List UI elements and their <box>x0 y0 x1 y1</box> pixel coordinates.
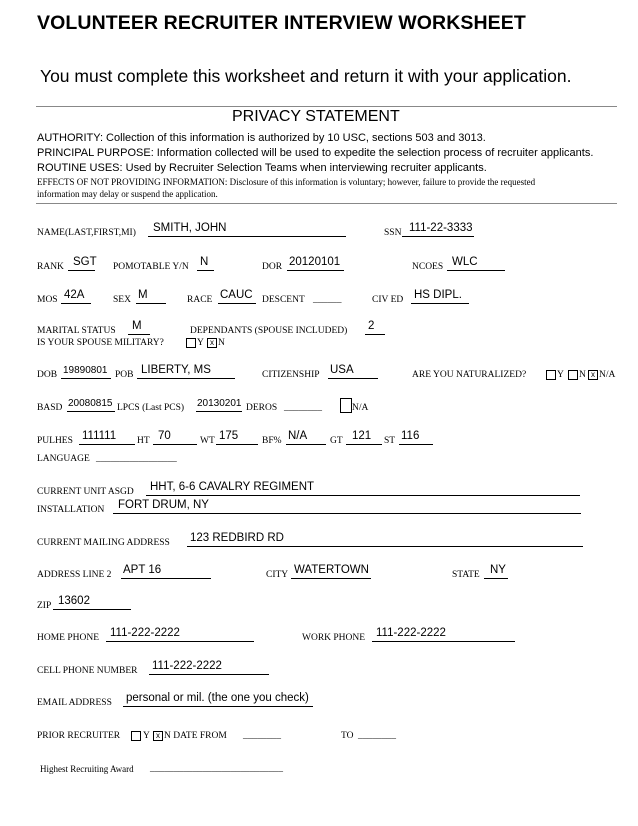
spouse-military-no-label: N <box>218 338 225 348</box>
sex-value[interactable]: M <box>138 289 148 301</box>
pulhes-label: PULHES <box>37 436 73 446</box>
ncoes-value[interactable]: WLC <box>452 256 478 268</box>
privacy-effects-2: information may delay or suspend the application. <box>37 189 218 199</box>
divider <box>36 203 617 204</box>
race-label: RACE <box>187 295 213 305</box>
pob-field-line[interactable] <box>137 378 235 379</box>
state-value[interactable]: NY <box>490 564 506 576</box>
address2-label: ADDRESS LINE 2 <box>37 570 112 580</box>
dependants-label: DEPENDANTS (SPOUSE INCLUDED) <box>190 326 348 336</box>
lpcs-label: LPCS (Last PCS) <box>117 403 185 413</box>
work-phone-field-line[interactable] <box>372 641 515 642</box>
wt-field-line[interactable] <box>216 444 258 445</box>
wt-label: WT <box>200 436 215 446</box>
ncoes-label: NCOES <box>412 262 444 272</box>
installation-field-line[interactable] <box>113 513 581 514</box>
work-phone-value[interactable]: 111-222-2222 <box>376 627 446 639</box>
citizenship-value[interactable]: USA <box>330 364 354 376</box>
civ-ed-label: CIV ED <box>372 295 404 305</box>
naturalized-yes-label: Y <box>557 370 564 380</box>
home-phone-field-line[interactable] <box>106 641 254 642</box>
city-value[interactable]: WATERTOWN <box>294 564 369 576</box>
language-label: LANGUAGE <box>37 454 90 464</box>
bf-value[interactable]: N/A <box>288 430 308 442</box>
prior-recruiter-yes-checkbox[interactable] <box>131 731 141 741</box>
privacy-purpose: PRINCIPAL PURPOSE: Information collected will be used to expedite the selection process of recruiter applicants. <box>37 147 594 159</box>
pulhes-value[interactable]: 111111 <box>82 430 117 442</box>
ncoes-field-line[interactable] <box>447 270 505 271</box>
state-label: STATE <box>452 570 480 580</box>
naturalized-yes-checkbox[interactable] <box>546 370 556 380</box>
dob-label: DOB <box>37 370 58 380</box>
ht-value[interactable]: 70 <box>158 430 171 442</box>
date-from-label: N DATE FROM <box>164 731 227 741</box>
marital-value[interactable]: M <box>132 320 142 332</box>
st-field-line[interactable] <box>399 444 433 445</box>
naturalized-no-checkbox[interactable] <box>568 370 578 380</box>
current-unit-value[interactable]: HHT, 6-6 CAVALRY REGIMENT <box>150 481 315 493</box>
sex-label: SEX <box>113 295 131 305</box>
state-field-line[interactable] <box>484 578 508 579</box>
dor-label: DOR <box>262 262 283 272</box>
award-label: Highest Recruiting Award <box>40 764 134 774</box>
promotable-value[interactable]: N <box>200 256 209 268</box>
naturalized-na-checkbox[interactable]: x <box>588 370 598 380</box>
cell-phone-value[interactable]: 111-222-2222 <box>152 660 222 672</box>
wt-value[interactable]: 175 <box>219 430 239 442</box>
mailing-value[interactable]: 123 REDBIRD RD <box>190 532 284 544</box>
civ-ed-field-line[interactable] <box>411 303 469 304</box>
pob-label: POB <box>115 370 134 380</box>
spouse-military-yes-label: Y <box>197 338 204 348</box>
gt-field-line[interactable] <box>346 444 382 445</box>
form-title: VOLUNTEER RECRUITER INTERVIEW WORKSHEET <box>37 12 526 34</box>
prior-recruiter-yes-label: Y <box>143 731 150 741</box>
descent-blank[interactable]: ______ <box>313 295 342 305</box>
race-value[interactable]: CAUC <box>220 289 253 301</box>
gt-label: GT <box>330 436 343 446</box>
address2-field-line[interactable] <box>121 578 211 579</box>
lpcs-value[interactable]: 20130201 <box>197 398 242 409</box>
to-label: TO <box>341 731 354 741</box>
privacy-routine: ROUTINE USES: Used by Recruiter Selection Teams when interviewing recruiter applicants. <box>37 162 487 174</box>
ht-field-line[interactable] <box>153 444 197 445</box>
naturalized-na-label: N/A <box>599 370 616 380</box>
promotable-field-line[interactable] <box>197 270 214 271</box>
installation-label: INSTALLATION <box>37 505 105 515</box>
mailing-field-line[interactable] <box>187 546 583 547</box>
dob-value[interactable]: 19890801 <box>63 365 108 376</box>
basd-label: BASD <box>37 403 63 413</box>
mailing-label: CURRENT MAILING ADDRESS <box>37 538 170 548</box>
citizenship-field-line[interactable] <box>328 378 378 379</box>
ht-label: HT <box>137 436 150 446</box>
rank-value[interactable]: SGT <box>73 256 97 268</box>
st-label: ST <box>384 436 396 446</box>
divider <box>36 106 617 107</box>
prior-recruiter-label: PRIOR RECRUITER <box>37 731 121 741</box>
ssn-field-line[interactable] <box>402 236 474 237</box>
email-label: EMAIL ADDRESS <box>37 698 112 708</box>
current-unit-field-line[interactable] <box>146 495 580 496</box>
date-from-blank[interactable]: ________ <box>243 731 281 741</box>
privacy-effects-1: EFFECTS OF NOT PROVIDING INFORMATION: Disclosure of this information is voluntary; however, failure to provide the requested <box>37 177 536 187</box>
spouse-military-no-checkbox[interactable]: x <box>207 338 217 348</box>
mos-field-line[interactable] <box>61 303 91 304</box>
deros-na-label: N/A <box>352 403 369 413</box>
email-value[interactable]: personal or mil. (the one you check) <box>126 692 309 704</box>
prior-recruiter-no-checkbox[interactable]: x <box>153 731 163 741</box>
citizenship-label: CITIZENSHIP <box>262 370 320 380</box>
mos-value[interactable]: 42A <box>64 289 85 301</box>
zip-value[interactable]: 13602 <box>58 595 90 607</box>
spouse-military-yes-checkbox[interactable] <box>186 338 196 348</box>
marital-field-line[interactable] <box>128 334 150 335</box>
st-value[interactable]: 116 <box>401 430 420 442</box>
name-field-line[interactable] <box>148 236 346 237</box>
deros-label: DEROS <box>246 403 278 413</box>
spouse-military-label: IS YOUR SPOUSE MILITARY? <box>37 338 164 348</box>
mos-label: MOS <box>37 295 58 305</box>
zip-label: ZIP <box>37 601 52 611</box>
naturalized-no-label: N <box>579 370 586 380</box>
installation-value[interactable]: FORT DRUM, NY <box>118 499 209 511</box>
name-value[interactable]: SMITH, JOHN <box>153 222 227 234</box>
city-label: CITY <box>266 570 289 580</box>
naturalized-label: ARE YOU NATURALIZED? <box>412 370 527 380</box>
race-field-line[interactable] <box>218 303 256 304</box>
pob-value[interactable]: LIBERTY, MS <box>141 364 211 376</box>
current-unit-label: CURRENT UNIT ASGD <box>37 487 134 497</box>
award-blank[interactable]: ____________________________ <box>150 764 283 774</box>
privacy-heading: PRIVACY STATEMENT <box>232 108 400 125</box>
dependants-field-line[interactable] <box>365 334 385 335</box>
deros-blank[interactable]: ________ <box>284 403 322 413</box>
pulhes-field-line[interactable] <box>79 444 135 445</box>
dor-field-line[interactable] <box>287 270 344 271</box>
deros-na-checkbox[interactable] <box>340 398 352 413</box>
sex-field-line[interactable] <box>136 303 166 304</box>
rank-field-line[interactable] <box>68 270 95 271</box>
marital-label: MARITAL STATUS <box>37 326 116 336</box>
email-field-line[interactable] <box>123 706 313 707</box>
home-phone-label: HOME PHONE <box>37 633 100 643</box>
to-blank[interactable]: ________ <box>358 731 396 741</box>
language-blank[interactable]: _________________ <box>96 454 177 464</box>
bf-label: BF% <box>262 436 282 446</box>
dor-value[interactable]: 20120101 <box>289 256 341 268</box>
dependants-value[interactable]: 2 <box>368 320 375 332</box>
rank-label: RANK <box>37 262 64 272</box>
descent-label: DESCENT <box>262 295 305 305</box>
work-phone-label: WORK PHONE <box>302 633 366 643</box>
bf-field-line[interactable] <box>286 444 326 445</box>
home-phone-value[interactable]: 111-222-2222 <box>110 627 180 639</box>
cell-phone-field-line[interactable] <box>149 674 269 675</box>
address2-value[interactable]: APT 16 <box>123 564 162 576</box>
dob-field-line[interactable] <box>61 378 111 379</box>
cell-phone-label: CELL PHONE NUMBER <box>37 666 138 676</box>
gt-value[interactable]: 121 <box>352 430 372 442</box>
basd-value[interactable]: 20080815 <box>68 398 113 409</box>
form-subtitle: You must complete this worksheet and return it with your application. <box>40 66 572 86</box>
promotable-label: POMOTABLE Y/N <box>113 262 189 272</box>
zip-field-line[interactable] <box>53 609 131 610</box>
lpcs-field-line[interactable] <box>196 411 242 412</box>
ssn-label: SSN <box>384 228 402 238</box>
privacy-authority: AUTHORITY: Collection of this information is authorized by 10 USC, sections 503 and 3013. <box>37 132 486 144</box>
civ-ed-value[interactable]: HS DIPL. <box>414 289 462 301</box>
name-label: NAME(LAST,FIRST,MI) <box>37 228 136 238</box>
ssn-value[interactable]: 111-22-3333 <box>409 222 473 234</box>
basd-field-line[interactable] <box>67 411 115 412</box>
city-field-line[interactable] <box>291 578 371 579</box>
